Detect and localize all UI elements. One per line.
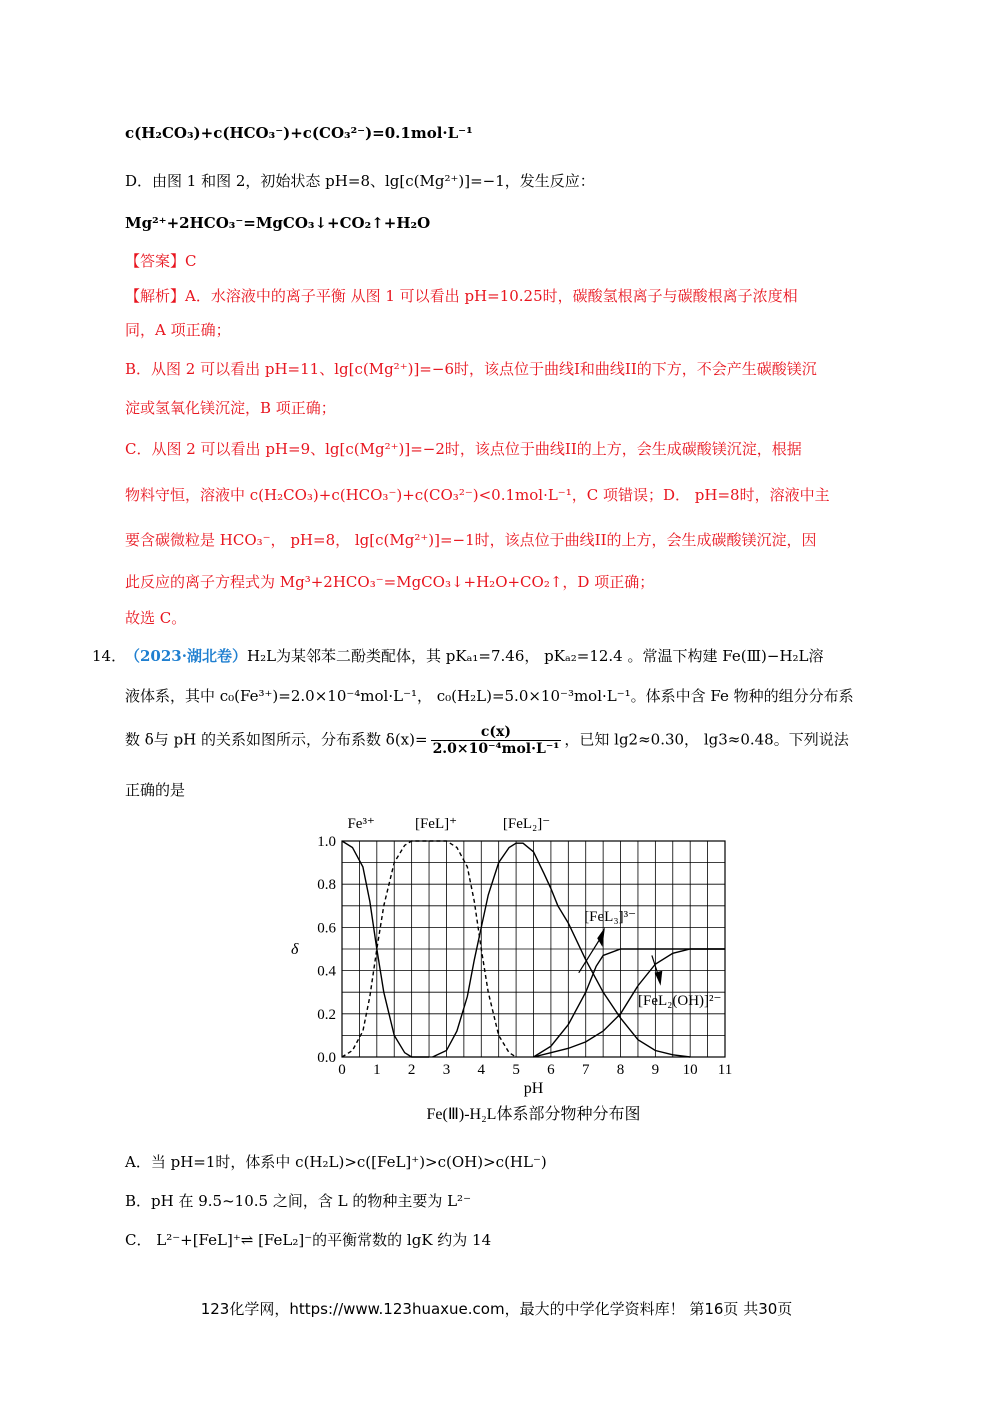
y-tick-label: 0.4 — [317, 963, 336, 980]
question-source: （2023·湖北卷） — [125, 647, 247, 665]
series-label: [FeL₃]³⁻ — [584, 908, 636, 925]
chart-caption: Fe(Ⅲ)-H₂L体系部分物种分布图 — [426, 1106, 641, 1123]
x-tick-label: 3 — [442, 1062, 451, 1078]
fraction-numerator: c(x) — [431, 724, 562, 741]
page-footer: 123化学网，https://www.123huaxue.com，最大的中学化学资料库！ 第16页 共30页 — [200, 1300, 793, 1318]
y-axis-label: δ — [291, 941, 299, 958]
equation-line-1: c(H₂CO₃)+c(HCO₃⁻)+c(CO₃²⁻)=0.1mol·L⁻¹ — [125, 124, 473, 142]
option-c: C． L²⁻+[FeL]⁺⇌ [FeL₂]⁻的平衡常数的 lgK 约为 14 — [125, 1231, 492, 1249]
arrow-head-fel2oh — [655, 971, 663, 986]
species-distribution-chart — [283, 812, 743, 1132]
analysis-line-5: C．从图 2 可以看出 pH=9、lg[c(Mg²⁺)]=−2时，该点位于曲线II的上方，会生成碳酸镁沉淀，根据 — [125, 440, 802, 458]
x-tick-label: 9 — [651, 1062, 660, 1078]
series-label: Fe³⁺ — [347, 816, 375, 833]
analysis-line-3: B．从图 2 可以看出 pH=11、lg[c(Mg²⁺)]=−6时，该点位于曲线I和曲线II的下方，不会产生碳酸镁沉 — [125, 360, 817, 378]
distribution-fraction — [431, 724, 562, 757]
question-number: 14． — [92, 647, 127, 665]
question-text-3a: 数 δ与 pH 的关系如图所示，分布系数 δ(x)= — [125, 730, 428, 749]
analysis-line-4: 淀或氢氧化镁沉淀，B 项正确； — [125, 399, 336, 417]
analysis-line-9: 故选 C。 — [125, 609, 187, 627]
analysis-line-1: 【解析】A．水溶液中的离子平衡 从图 1 可以看出 pH=10.25时，碳酸氢根离子与碳酸根离子浓度相 — [125, 287, 798, 305]
y-tick-label: 0.2 — [317, 1006, 336, 1023]
y-tick-label: 0.0 — [317, 1050, 336, 1066]
y-tick-label: 0.8 — [317, 877, 336, 894]
option-a: A．当 pH=1时，体系中 c(H₂L)>c([FeL]⁺)>c(OH)>c(HL⁻) — [125, 1153, 547, 1171]
answer-line: 【答案】C — [125, 252, 197, 270]
analysis-line-8: 此反应的离子方程式为 Mg³+2HCO₃⁻=MgCO₃↓+H₂O+CO₂↑，D 项正确； — [125, 573, 655, 591]
x-tick-label: 6 — [547, 1062, 555, 1078]
fraction-denominator: 2.0×10⁻⁴mol·L⁻¹ — [432, 741, 560, 757]
x-tick-label: 8 — [616, 1062, 625, 1078]
y-tick-label: 1.0 — [317, 834, 336, 850]
analysis-line-6: 物料守恒，溶液中 c(H₂CO₃)+c(HCO₃⁻)+c(CO₃²⁻)<0.1mol·L⁻¹，C 项错误；D． pH=8时，溶液中主 — [125, 486, 830, 504]
question-14-line-4: 正确的是 — [125, 781, 186, 799]
question-text-3b: ，已知 lg2≈0.30， lg3≈0.48。下列说法 — [564, 730, 849, 749]
analysis-line-2: 同，A 项正确； — [125, 321, 231, 339]
x-tick-label: 4 — [477, 1062, 486, 1078]
option-d-text: D．由图 1 和图 2，初始状态 pH=8、lg[c(Mg²⁺)]=−1，发生反应： — [125, 172, 595, 190]
x-axis-label: pH — [523, 1080, 544, 1097]
analysis-line-7: 要含碳微粒是 HCO₃⁻， pH=8， lg[c(Mg²⁺)]=−1时，该点位于曲线II的上方，会生成碳酸镁沉淀，因 — [125, 531, 817, 549]
question-text-1: H₂L为某邻苯二酚类配体，其 pKₐ₁=7.46， pKₐ₂=12.4 。常温下构建 Fe(Ⅲ)−H₂L溶 — [246, 647, 824, 665]
x-tick-label: 5 — [512, 1062, 520, 1078]
question-14-line-2: 液体系，其中 c₀(Fe³⁺)=2.0×10⁻⁴mol·L⁻¹， c₀(H₂L)=5.0×10⁻³mol·L⁻¹。体系中含 Fe 物种的组分分布系 — [125, 687, 854, 705]
x-tick-label: 7 — [581, 1062, 590, 1078]
x-tick-label: 1 — [373, 1062, 381, 1078]
x-tick-label: 0 — [338, 1062, 346, 1078]
x-tick-label: 2 — [407, 1062, 416, 1078]
question-14-line-1 — [125, 645, 824, 666]
question-14-line-3 — [125, 724, 849, 757]
series-label: [FeL₂]⁻ — [502, 816, 551, 833]
equation-line-2: Mg²⁺+2HCO₃⁻=MgCO₃↓+CO₂↑+H₂O — [125, 214, 431, 232]
arrow-head-fel3 — [597, 927, 605, 946]
series-line — [433, 843, 691, 1057]
option-b: B．pH 在 9.5~10.5 之间，含 L 的物种主要为 L²⁻ — [125, 1192, 471, 1210]
x-tick-label: 11 — [717, 1062, 733, 1078]
series-label: [FeL]⁺ — [414, 816, 458, 833]
y-tick-label: 0.6 — [317, 920, 336, 937]
series-label: [FeL₂(OH)]²⁻ — [638, 993, 722, 1010]
x-tick-label: 10 — [682, 1062, 698, 1078]
